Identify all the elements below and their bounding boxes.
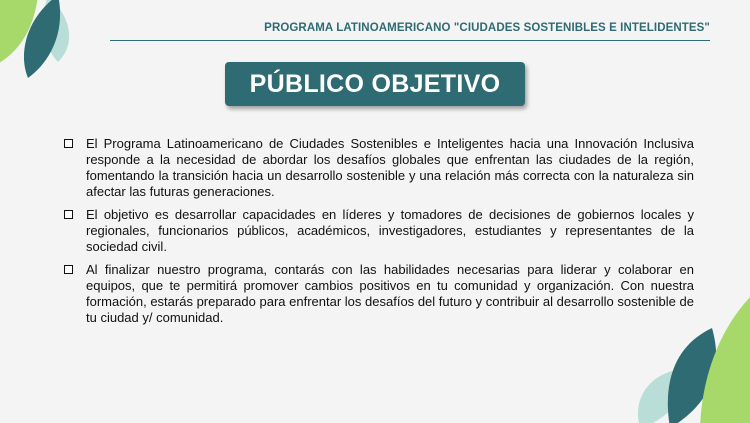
header-divider <box>110 40 710 41</box>
list-item <box>64 262 694 326</box>
list-item <box>64 207 694 255</box>
hollow-square-bullet-icon <box>64 210 73 219</box>
hollow-square-bullet-icon <box>64 139 73 148</box>
program-header-title: PROGRAMA LATINOAMERICANO "CIUDADES SOSTENIBLES E INTELIDENTES" <box>264 22 710 34</box>
section-title: PÚBLICO OBJETIVO <box>249 69 501 98</box>
section-title-banner <box>225 62 525 106</box>
list-item-text: El objetivo es desarrollar capacidades en líderes y tomadores de decisiones de gobiernos locales y regionales, funcionarios públicos, académicos, investigadores, estudiantes y representantes de la sociedad civil. <box>86 207 694 254</box>
list-item-text: Al finalizar nuestro programa, contarás con las habilidades necesarias para liderar y colaborar en equipos, que te permitirá promover cambios positivos en tu comunidad y organización. Con nuestra formación, estarás preparado para enfrentar los desafíos del futuro y contribuir al desarrollo sostenible de tu ciudad y/ comunidad. <box>86 262 694 325</box>
hollow-square-bullet-icon <box>64 265 73 274</box>
list-item <box>64 136 694 200</box>
target-audience-list <box>64 136 694 333</box>
list-item-text: El Programa Latinoamericano de Ciudades Sostenibles e Inteligentes hacia una Innovación Inclusiva responde a la necesidad de abordar los desafíos globales que enfrentan las ciudades de la región, fomentando la transición hacia un desarrollo sostenible y una relación más correcta con la naturaleza sin afectar las futuras generaciones. <box>86 136 694 199</box>
